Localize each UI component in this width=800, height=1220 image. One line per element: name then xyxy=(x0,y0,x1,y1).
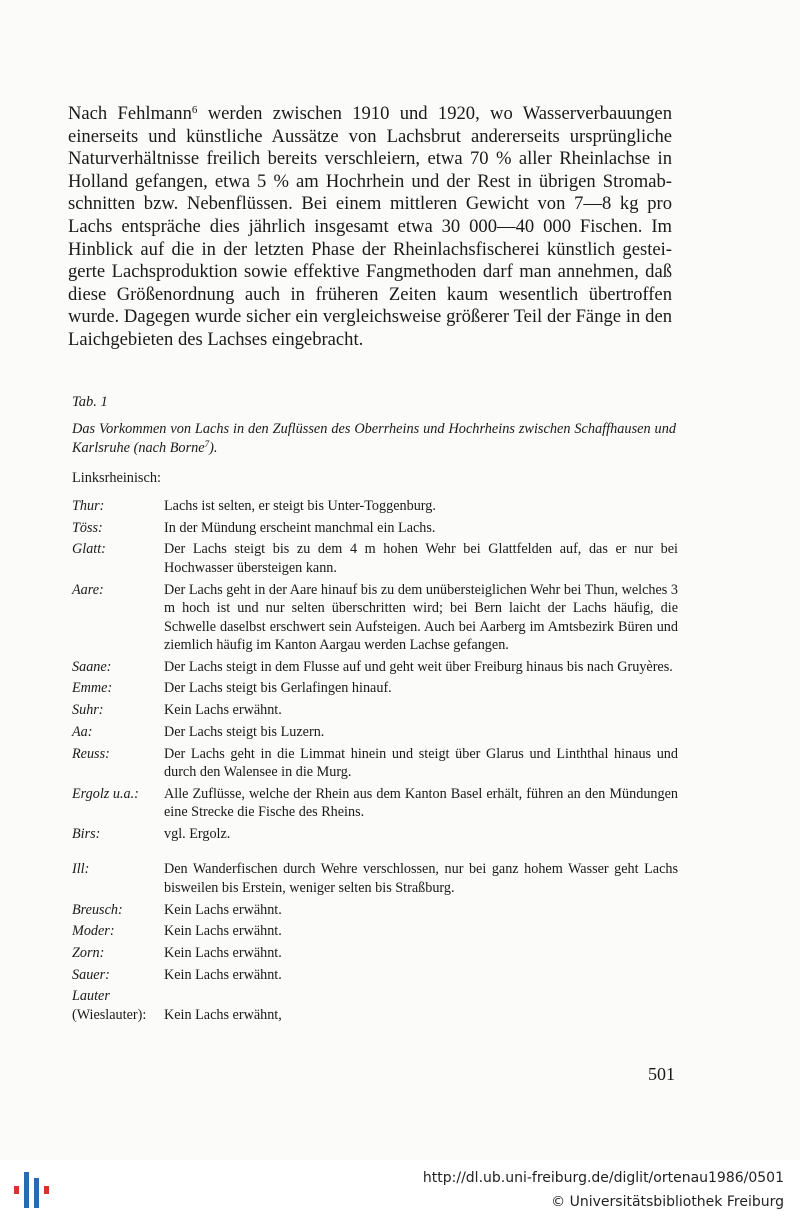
river-description: Kein Lachs erwähnt. xyxy=(164,923,282,940)
river-name: Saane: xyxy=(72,658,112,675)
river-description: Der Lachs steigt bis zu dem 4 m hohen Wehr bei Glattfelden auf, das er nur bei Hochwasser übersteigen kann. xyxy=(164,541,678,576)
river-name: Zorn: xyxy=(72,944,105,961)
page-number: 501 xyxy=(648,1064,675,1084)
table-row xyxy=(72,860,678,897)
table-row xyxy=(72,901,678,920)
river-description-text: Kein Lachs erwähnt, xyxy=(164,1006,282,1023)
river-description: Der Lachs geht in die Limmat hinein und steigt über Glarus und Linththal hinaus und durch den Walensee in die Murg. xyxy=(164,745,678,780)
river-description: Der Lachs steigt in dem Flusse auf und geht weit über Freiburg hinaus bis nach Gruyères. xyxy=(164,658,673,675)
source-url-link[interactable]: http://dl.ub.uni-freiburg.de/diglit/ortenau1986/0501 xyxy=(422,1170,784,1186)
river-name: Sauer: xyxy=(72,966,110,983)
river-name xyxy=(72,987,164,1024)
river-name: Töss: xyxy=(72,519,103,536)
river-name: Emme: xyxy=(72,680,113,697)
footnote-ref-7: 7 xyxy=(204,439,210,449)
river-description: Der Lachs steigt bis Gerlafingen hinauf. xyxy=(164,680,392,697)
river-name: Ill: xyxy=(72,861,90,878)
table-caption xyxy=(72,420,676,458)
intro-text-rest: werden zwischen 1910 und 1920, wo Wasserverbauungen einerseits und künstliche Aussätze von Lachsbrut andererseits ursprüngliche Naturverhältnisse freilich bereits verschleiern, etwa 70 % aller Rheinlachse in Holland gefangen, etwa 5 % am Hochrhein und der Rest in übrigen Stromabschnitten bzw. Nebenflüssen. Bei einem mittleren Gewicht von 7—8 kg pro Lachs entspräche dies jährlich insgesamt etwa 30 000—40 000 Fischen. Im Hinblick auf die in der letzten Phase der Rheinlachsfischerei künstlich gesteigerte Lachsproduktion sowie effektive Fangmethoden darf man annehmen, daß diese Größenordnung auch in früheren Zeiten kaum wesentlich übertroffen wurde. Dagegen wurde sicher ein vergleichsweise größerer Teil der Fänge in den Laichgebieten des Lachses eingebracht. xyxy=(68,103,672,350)
footer-bar xyxy=(0,1160,800,1220)
table-row xyxy=(72,922,678,941)
river-name-line1: Lauter xyxy=(72,988,110,1005)
river-name: Aa: xyxy=(72,723,93,740)
caption-text-end: ). xyxy=(209,440,218,456)
river-name: Aare: xyxy=(72,581,104,598)
river-name: Thur: xyxy=(72,498,105,514)
river-name: Glatt: xyxy=(72,541,106,558)
river-description: Kein Lachs erwähnt. xyxy=(164,702,282,719)
river-description: Kein Lachs erwähnt. xyxy=(164,944,282,961)
river-description: Der Lachs steigt bis Luzern. xyxy=(164,723,325,740)
river-description: Der Lachs geht in der Aare hinauf bis zu dem unübersteiglichen Wehr bei Thun, welches 3 m hoch ist und nur selten überschritten wird; bei Bern laicht der Lachs häufig, die Schwelle daselbst erschwert sein Aufsteigen. Auch bei Aarberg im Amtsbezirk Büren und ziemlich häufig im Kanton Aargau werden Lachse gefangen. xyxy=(164,581,678,654)
river-name: Ergolz u.a.: xyxy=(72,785,139,802)
footnote-ref-6: 6 xyxy=(191,104,198,116)
table-row xyxy=(72,745,678,782)
table-row xyxy=(72,658,678,677)
river-description: Kein Lachs erwähnt. xyxy=(164,901,282,918)
river-name: Birs: xyxy=(72,825,101,842)
logo-bar-right xyxy=(44,1186,49,1194)
river-name-line2: (Wieslauter): xyxy=(72,1006,147,1023)
river-description: Alle Zuflüsse, welche der Rhein aus dem Kanton Basel erhält, führen an den Mündungen eine Strecke die Fische des Rheins. xyxy=(164,785,678,821)
river-description: Kein Lachs erwähnt. xyxy=(164,966,282,983)
group-heading: Linksrheinisch: xyxy=(72,470,161,486)
salmon-table xyxy=(72,497,678,1028)
logo-bar-center-left xyxy=(24,1172,29,1208)
logo-bar-left xyxy=(14,1186,19,1194)
logo-bar-center-right xyxy=(34,1178,39,1208)
river-name: Moder: xyxy=(72,923,115,940)
table-row xyxy=(72,540,678,577)
table-row xyxy=(72,825,678,844)
river-description: Den Wanderfischen durch Wehre verschlossen, nur bei ganz hohem Wasser geht Lachs bisweilen bis Erstein, weniger selten bis Straßburg. xyxy=(164,861,678,896)
river-description xyxy=(164,987,678,1024)
table-row xyxy=(72,701,678,720)
caption-text: Das Vorkommen von Lachs in den Zuflüssen des Oberrheins und Hochrheins zwischen Schaffhausen und Karlsruhe (nach Borne xyxy=(72,421,676,456)
table-row xyxy=(72,723,678,742)
river-description: In der Mündung erscheint manchmal ein Lachs. xyxy=(164,519,436,536)
table-row xyxy=(72,785,678,822)
table-row xyxy=(72,966,678,985)
copyright-text: © Universitätsbibliothek Freiburg xyxy=(551,1194,784,1210)
table-row xyxy=(72,987,678,1024)
table-row xyxy=(72,679,678,698)
river-name: Reuss: xyxy=(72,745,110,762)
table-row xyxy=(72,581,678,655)
river-description: vgl. Ergolz. xyxy=(164,825,231,842)
intro-paragraph xyxy=(68,103,672,352)
intro-text-start: Nach Fehlmann xyxy=(68,103,192,124)
river-description: Lachs ist selten, er steigt bis Unter-Toggenburg. xyxy=(164,498,436,514)
table-row xyxy=(72,497,678,516)
table-row xyxy=(72,519,678,538)
library-logo-icon xyxy=(10,1168,52,1212)
river-name: Breusch: xyxy=(72,901,123,918)
river-name: Suhr: xyxy=(72,702,104,719)
table-row xyxy=(72,944,678,963)
table-label: Tab. 1 xyxy=(72,394,108,410)
